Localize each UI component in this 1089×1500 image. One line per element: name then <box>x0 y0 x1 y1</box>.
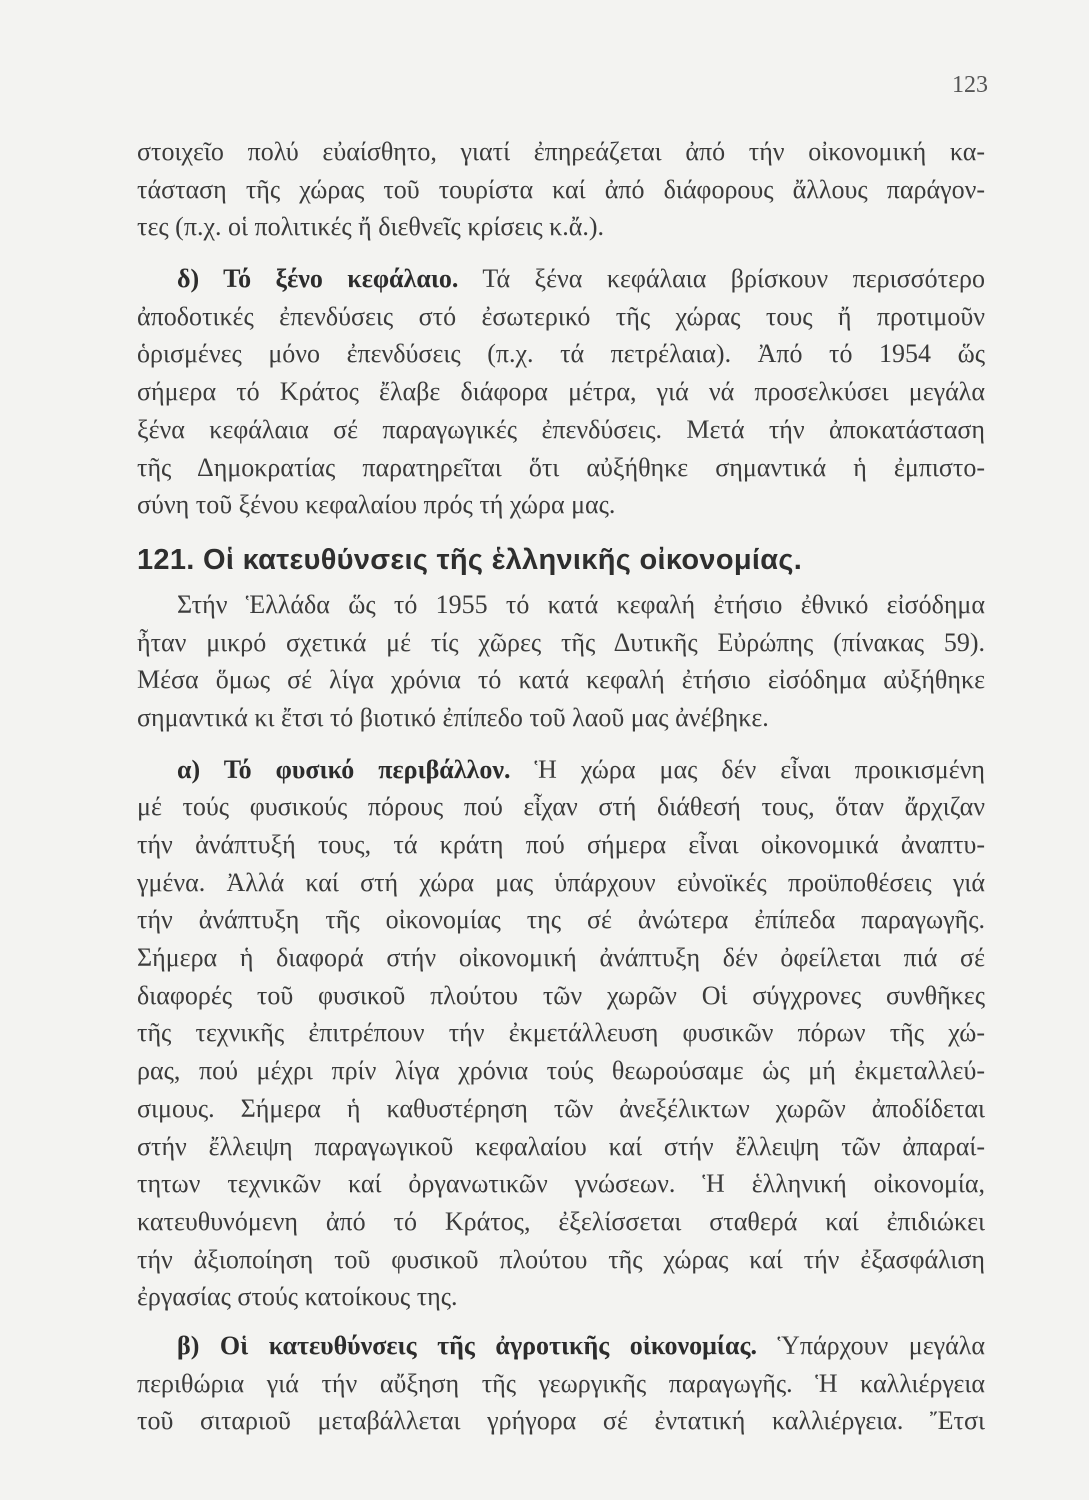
text-line: ξένα κεφάλαια σέ παραγωγικές ἐπενδύσεις. Μετά τήν ἀποκατάσταση <box>137 414 985 444</box>
text-line: Στήν Ἑλλάδα ὥς τό 1955 τό κατά κεφαλή ἐτήσιο ἐθνικό εἰσόδημα <box>177 589 985 619</box>
paragraph <box>137 1327 985 1440</box>
text-line: Σήμερα ἡ διαφορά στήν οἰκονομική ἀνάπτυξη δέν ὀφείλεται πιά σέ <box>137 943 985 973</box>
text-line: ἀποδοτικές ἐπενδύσεις στό ἐσωτερικό τῆς χώρας τους ἤ προτιμοῦν <box>137 301 985 331</box>
text-line: στήν ἔλλειψη παραγωγικοῦ κεφαλαίου καί στήν ἔλλειψη τῶν ἀπαραί- <box>137 1131 985 1161</box>
text-line: ὁρισμένες μόνο ἐπενδύσεις (π.χ. τά πετρέλαια). Ἀπό τό 1954 ὥς <box>137 339 985 369</box>
page-body <box>137 133 985 1451</box>
text-line: γμένα. Ἀλλά καί στή χώρα μας ὑπάρχουν εὐνοϊκές προϋποθέσεις γιά <box>137 867 985 897</box>
section-heading: 121. Οἱ κατευθύνσεις τῆς ἑλληνικῆς οἰκονομίας. <box>137 543 803 576</box>
text-line: τήν ἀνάπτυξη τῆς οἰκονομίας της σέ ἀνώτερα ἐπίπεδα παραγωγῆς. <box>137 905 985 935</box>
text-line: μέ τούς φυσικούς πόρους πού εἶχαν στή διάθεσή τους, ὅταν ἄρχιζαν <box>137 792 985 822</box>
text-line: τητων τεχνικῶν καί ὀργανωτικῶν γνώσεων. Ἡ ἑλληνική οἰκονομία, <box>137 1169 985 1199</box>
text-line: σήμερα τό Κράτος ἔλαβε διάφορα μέτρα, γιά νά προσελκύσει μεγάλα <box>137 377 985 407</box>
text-line: τοῦ σιταριοῦ μεταβάλλεται γρήγορα σέ ἐντατική καλλιέργεια. Ἔτσι <box>137 1406 985 1436</box>
paragraph <box>137 133 985 246</box>
subsection-lead: β) Οἱ κατευθύνσεις τῆς ἀγροτικῆς οἰκονομίας. <box>177 1330 757 1360</box>
text-line: α) Τό φυσικό περιβάλλον. Ἡ χώρα μας δέν εἶναι προικισμένη <box>177 754 985 784</box>
text-line: Μέσα ὅμως σέ λίγα χρόνια τό κατά κεφαλή ἐτήσιο εἰσόδημα αὐξήθηκε <box>137 665 985 695</box>
text-line: σιμους. Σήμερα ἡ καθυστέρηση τῶν ἀνεξέλικτων χωρῶν ἀποδίδεται <box>137 1093 985 1123</box>
text-line: σημαντικά κι ἔτσι τό βιοτικό ἐπίπεδο τοῦ λαοῦ μας ἀνέβηκε. <box>137 702 769 732</box>
text-line: τήν ἀξιοποίηση τοῦ φυσικοῦ πλούτου τῆς χώρας καί τήν ἐξασφάλιση <box>137 1244 985 1274</box>
text-line: δ) Τό ξένο κεφάλαιο. Τά ξένα κεφάλαια βρίσκουν περισσότερο <box>177 264 985 294</box>
subsection-lead: δ) Τό ξένο κεφάλαιο. <box>177 264 459 294</box>
paragraph <box>137 751 985 1316</box>
text-line: τάσταση τῆς χώρας τοῦ τουρίστα καί ἀπό διάφορους ἄλλους παράγον- <box>137 174 985 204</box>
paragraph <box>137 260 985 524</box>
text-line: ἐργασίας στούς κατοίκους της. <box>137 1282 458 1312</box>
text-line: σύνη τοῦ ξένου κεφαλαίου πρός τή χώρα μας. <box>137 490 616 520</box>
text-line: τῆς τεχνικῆς ἐπιτρέπουν τήν ἐκμετάλλευση φυσικῶν πόρων τῆς χώ- <box>137 1018 985 1048</box>
text-line: στοιχεῖο πολύ εὐαίσθητο, γιατί ἐπηρεάζεται ἀπό τήν οἰκονομική κα- <box>137 137 985 166</box>
text-line: περιθώρια γιά τήν αὔξηση τῆς γεωργικῆς παραγωγῆς. Ἡ καλλιέργεια <box>137 1368 985 1398</box>
text-line: ἦταν μικρό σχετικά μέ τίς χῶρες τῆς Δυτικῆς Εὐρώπης (πίνακας 59). <box>137 627 985 657</box>
text-line: ρας, πού μέχρι πρίν λίγα χρόνια τούς θεωρούσαμε ὡς μή ἐκμεταλλεύ- <box>137 1056 985 1086</box>
text-line: τῆς Δημοκρατίας παρατηρεῖται ὅτι αὐξήθηκε σημαντικά ἡ ἐμπιστο- <box>137 452 985 482</box>
text-line: β) Οἱ κατευθύνσεις τῆς ἀγροτικῆς οἰκονομίας. Ὑπάρχουν μεγάλα <box>177 1330 985 1360</box>
text-line: διαφορές τοῦ φυσικοῦ πλούτου τῶν χωρῶν Οἱ σύγχρονες συνθῆκες <box>137 980 985 1010</box>
page-number: 123 <box>952 72 988 98</box>
subsection-lead: α) Τό φυσικό περιβάλλον. <box>177 754 511 784</box>
text-line: κατευθυνόμενη ἀπό τό Κράτος, ἐξελίσσεται σταθερά καί ἐπιδιώκει <box>137 1206 985 1236</box>
text-line: τες (π.χ. οἱ πολιτικές ἤ διεθνεῖς κρίσεις κ.ἄ.). <box>137 212 605 242</box>
paragraph <box>137 586 985 737</box>
text-line: τήν ἀνάπτυξή τους, τά κράτη πού σήμερα εἶναι οἰκονομικά ἀναπτυ- <box>137 830 985 859</box>
